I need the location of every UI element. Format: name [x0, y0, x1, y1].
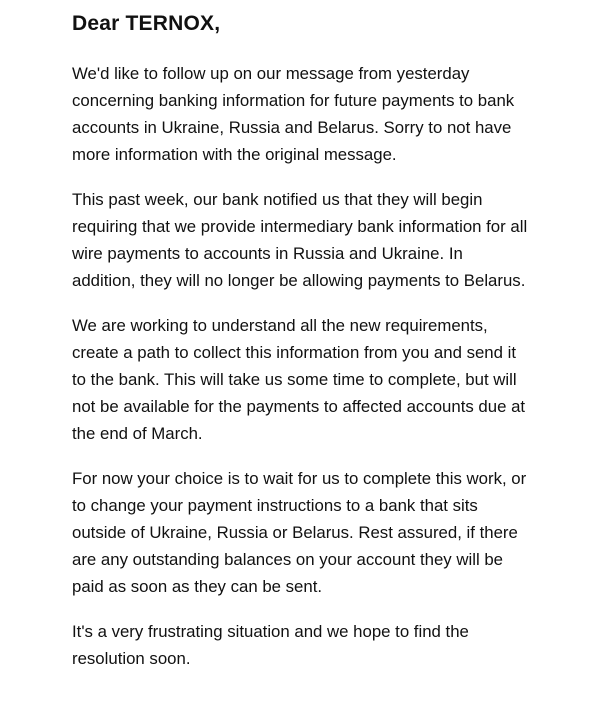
email-paragraph-4 [72, 465, 572, 600]
text-line: the end of March. [72, 424, 203, 443]
email-paragraph-1 [72, 60, 572, 168]
text-line: resolution soon. [72, 649, 191, 668]
text-line: are any outstanding balances on your account they will be [72, 550, 503, 569]
text-line: We are working to understand all the new requirements, [72, 316, 488, 335]
text-line: paid as soon as they can be sent. [72, 577, 323, 596]
text-line: to change your payment instructions to a bank that sits [72, 496, 478, 515]
text-line: accounts in Ukraine, Russia and Belarus. Sorry to not have [72, 118, 512, 137]
text-line: more information with the original message. [72, 145, 397, 164]
text-line: outside of Ukraine, Russia or Belarus. Rest assured, if there [72, 523, 518, 542]
text-line: It's a very frustrating situation and we hope to find the [72, 622, 469, 641]
email-greeting: Dear TERNOX, [72, 12, 221, 35]
text-line: concerning banking information for future payments to bank [72, 91, 515, 110]
email-body [72, 10, 572, 690]
email-paragraph-3 [72, 312, 572, 447]
text-line: requiring that we provide intermediary bank information for all [72, 217, 528, 236]
email-paragraph-2 [72, 186, 572, 294]
text-line: This past week, our bank notified us that they will begin [72, 190, 483, 209]
text-line: create a path to collect this information from you and send it [72, 343, 517, 362]
text-line: We'd like to follow up on our message from yesterday [72, 64, 470, 83]
text-line: wire payments to accounts in Russia and Ukraine. In [72, 244, 463, 263]
text-line: For now your choice is to wait for us to complete this work, or [72, 469, 527, 488]
email-paragraph-5 [72, 618, 572, 672]
text-line: addition, they will no longer be allowing payments to Belarus. [72, 271, 526, 290]
text-line: not be available for the payments to affected accounts due at [72, 397, 526, 416]
text-line: to the bank. This will take us some time to complete, but will [72, 370, 517, 389]
